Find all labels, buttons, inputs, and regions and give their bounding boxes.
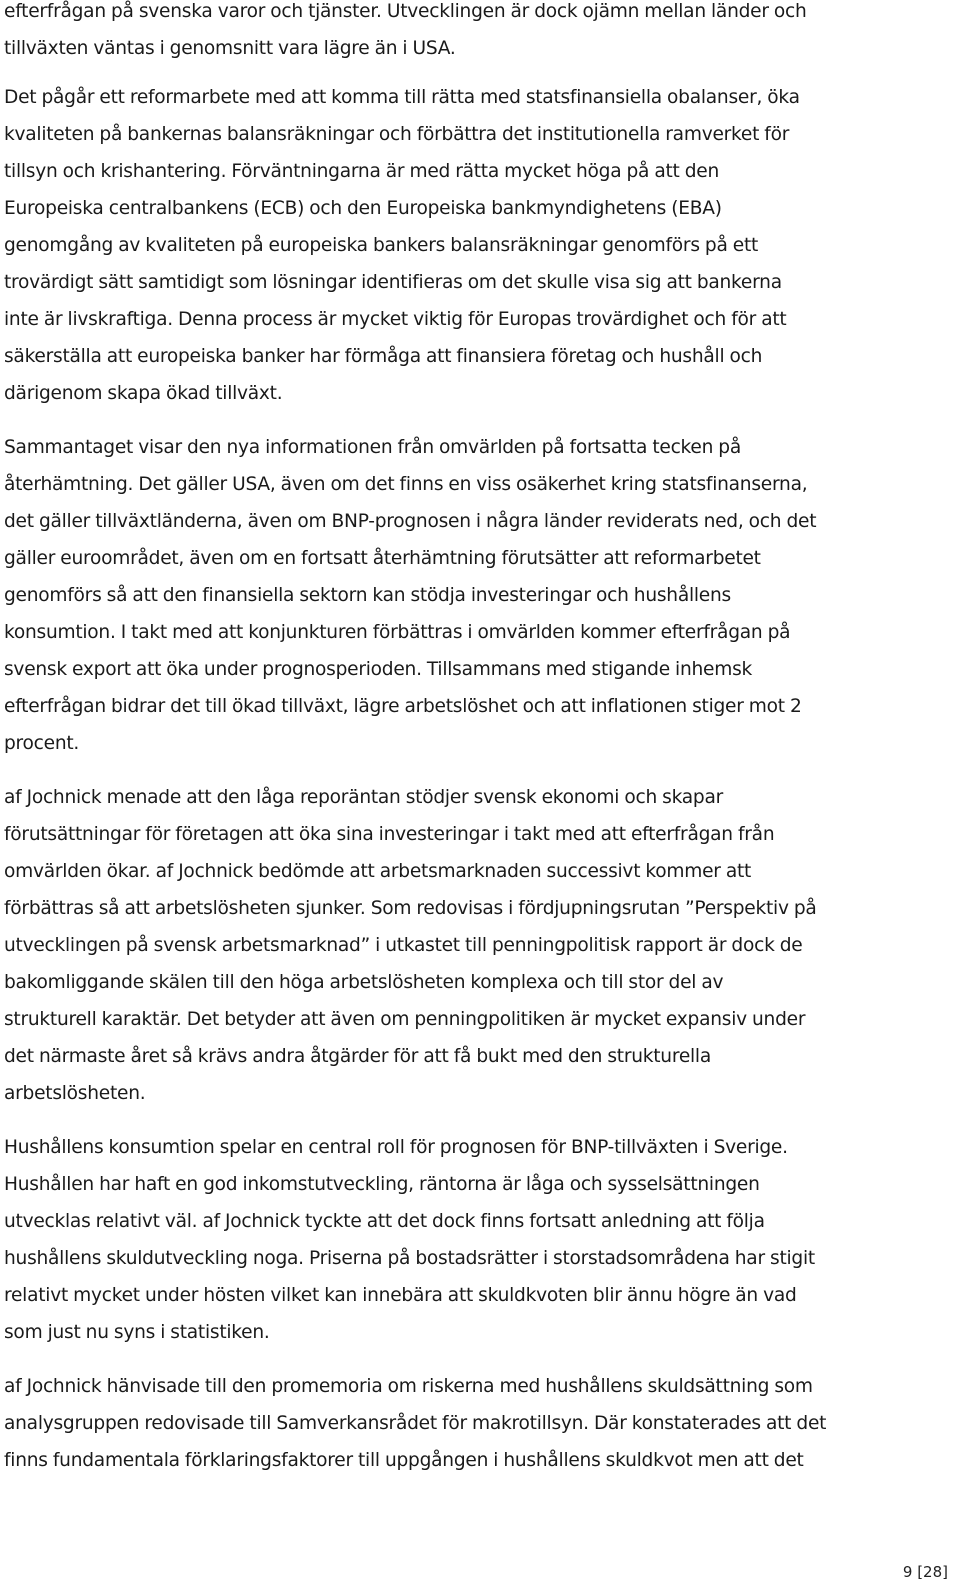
text-line: Hushållens konsumtion spelar en central roll för prognosen för BNP-tillväxten i Sverige. — [4, 1137, 788, 1158]
paragraph-6 — [4, 1368, 944, 1479]
paragraph-3 — [4, 429, 944, 762]
text-line: tillsyn och krishantering. Förväntningarna är med rätta mycket höga på att den — [4, 161, 720, 182]
text-line: efterfrågan bidrar det till ökad tillväxt, lägre arbetslöshet och att inflationen stiger mot 2 — [4, 696, 802, 717]
text-line: genomförs så att den finansiella sektorn kan stödja investeringar och hushållens — [4, 585, 731, 606]
text-line: efterfrågan på svenska varor och tjänster. Utvecklingen är dock ojämn mellan länder och — [4, 1, 807, 22]
text-line: arbetslösheten. — [4, 1083, 146, 1104]
paragraph-1 — [4, 0, 944, 67]
text-line: utvecklingen på svensk arbetsmarknad” i utkastet till penningpolitisk rapport är dock de — [4, 935, 803, 956]
text-line: återhämtning. Det gäller USA, även om det finns en viss osäkerhet kring statsfinanserna, — [4, 474, 808, 495]
text-line: finns fundamentala förklaringsfaktorer till uppgången i hushållens skuldkvot men att det — [4, 1450, 804, 1471]
text-line: procent. — [4, 733, 80, 754]
paragraph-2 — [4, 79, 944, 412]
text-line: genomgång av kvaliteten på europeiska bankers balansräkningar genomförs på ett — [4, 235, 759, 256]
text-line: Det pågår ett reformarbete med att komma till rätta med statsfinansiella obalanser, öka — [4, 87, 800, 108]
text-line: konsumtion. I takt med att konjunkturen förbättras i omvärlden kommer efterfrågan på — [4, 622, 791, 643]
text-line: inte är livskraftiga. Denna process är mycket viktig för Europas trovärdighet och för att — [4, 309, 787, 330]
text-line: gäller euroområdet, även om en fortsatt återhämtning förutsätter att reformarbetet — [4, 548, 761, 569]
text-line: relativt mycket under hösten vilket kan innebära att skuldkvoten blir ännu högre än vad — [4, 1285, 797, 1306]
text-line: Europeiska centralbankens (ECB) och den Europeiska bankmyndighetens (EBA) — [4, 198, 722, 219]
text-line: som just nu syns i statistiken. — [4, 1322, 270, 1343]
text-line: trovärdigt sätt samtidigt som lösningar identifieras om det skulle visa sig att bankerna — [4, 272, 782, 293]
text-line: svensk export att öka under prognosperioden. Tillsammans med stigande inhemsk — [4, 659, 753, 680]
text-line: af Jochnick menade att den låga reporäntan stödjer svensk ekonomi och skapar — [4, 787, 724, 808]
text-line: det närmaste året så krävs andra åtgärder för att få bukt med den strukturella — [4, 1046, 711, 1067]
text-line: Hushållen har haft en god inkomstutveckling, räntorna är låga och sysselsättningen — [4, 1174, 760, 1195]
text-line: därigenom skapa ökad tillväxt. — [4, 383, 283, 404]
text-line: förbättras så att arbetslösheten sjunker. Som redovisas i fördjupningsrutan ”Perspektiv på — [4, 898, 817, 919]
text-line: af Jochnick hänvisade till den promemoria om riskerna med hushållens skuldsättning som — [4, 1376, 813, 1397]
document-page — [4, 0, 944, 1479]
text-line: det gäller tillväxtländerna, även om BNP-prognosen i några länder reviderats ned, och det — [4, 511, 817, 532]
text-line: bakomliggande skälen till den höga arbetslösheten komplexa och till stor del av — [4, 972, 724, 993]
text-line: kvaliteten på bankernas balansräkningar och förbättra det institutionella ramverket för — [4, 124, 790, 145]
text-line: Sammantaget visar den nya informationen från omvärlden på fortsatta tecken på — [4, 437, 741, 458]
paragraph-5 — [4, 1129, 944, 1351]
text-line: analysgruppen redovisade till Samverkansrådet för makrotillsyn. Där konstaterades att det — [4, 1413, 827, 1434]
text-line: hushållens skuldutveckling noga. Priserna på bostadsrätter i storstadsområdena har stigit — [4, 1248, 815, 1269]
page-number: 9 [28] — [902, 1563, 948, 1581]
text-line: säkerställa att europeiska banker har förmåga att finansiera företag och hushåll och — [4, 346, 763, 367]
text-line: omvärlden ökar. af Jochnick bedömde att arbetsmarknaden successivt kommer att — [4, 861, 752, 882]
paragraph-4 — [4, 779, 944, 1112]
text-line: utvecklas relativt väl. af Jochnick tyckte att det dock finns fortsatt anledning att följa — [4, 1211, 765, 1232]
text-line: tillväxten väntas i genomsnitt vara lägre än i USA. — [4, 38, 456, 59]
text-line: förutsättningar för företagen att öka sina investeringar i takt med att efterfrågan från — [4, 824, 775, 845]
text-line: strukturell karaktär. Det betyder att även om penningpolitiken är mycket expansiv under — [4, 1009, 806, 1030]
